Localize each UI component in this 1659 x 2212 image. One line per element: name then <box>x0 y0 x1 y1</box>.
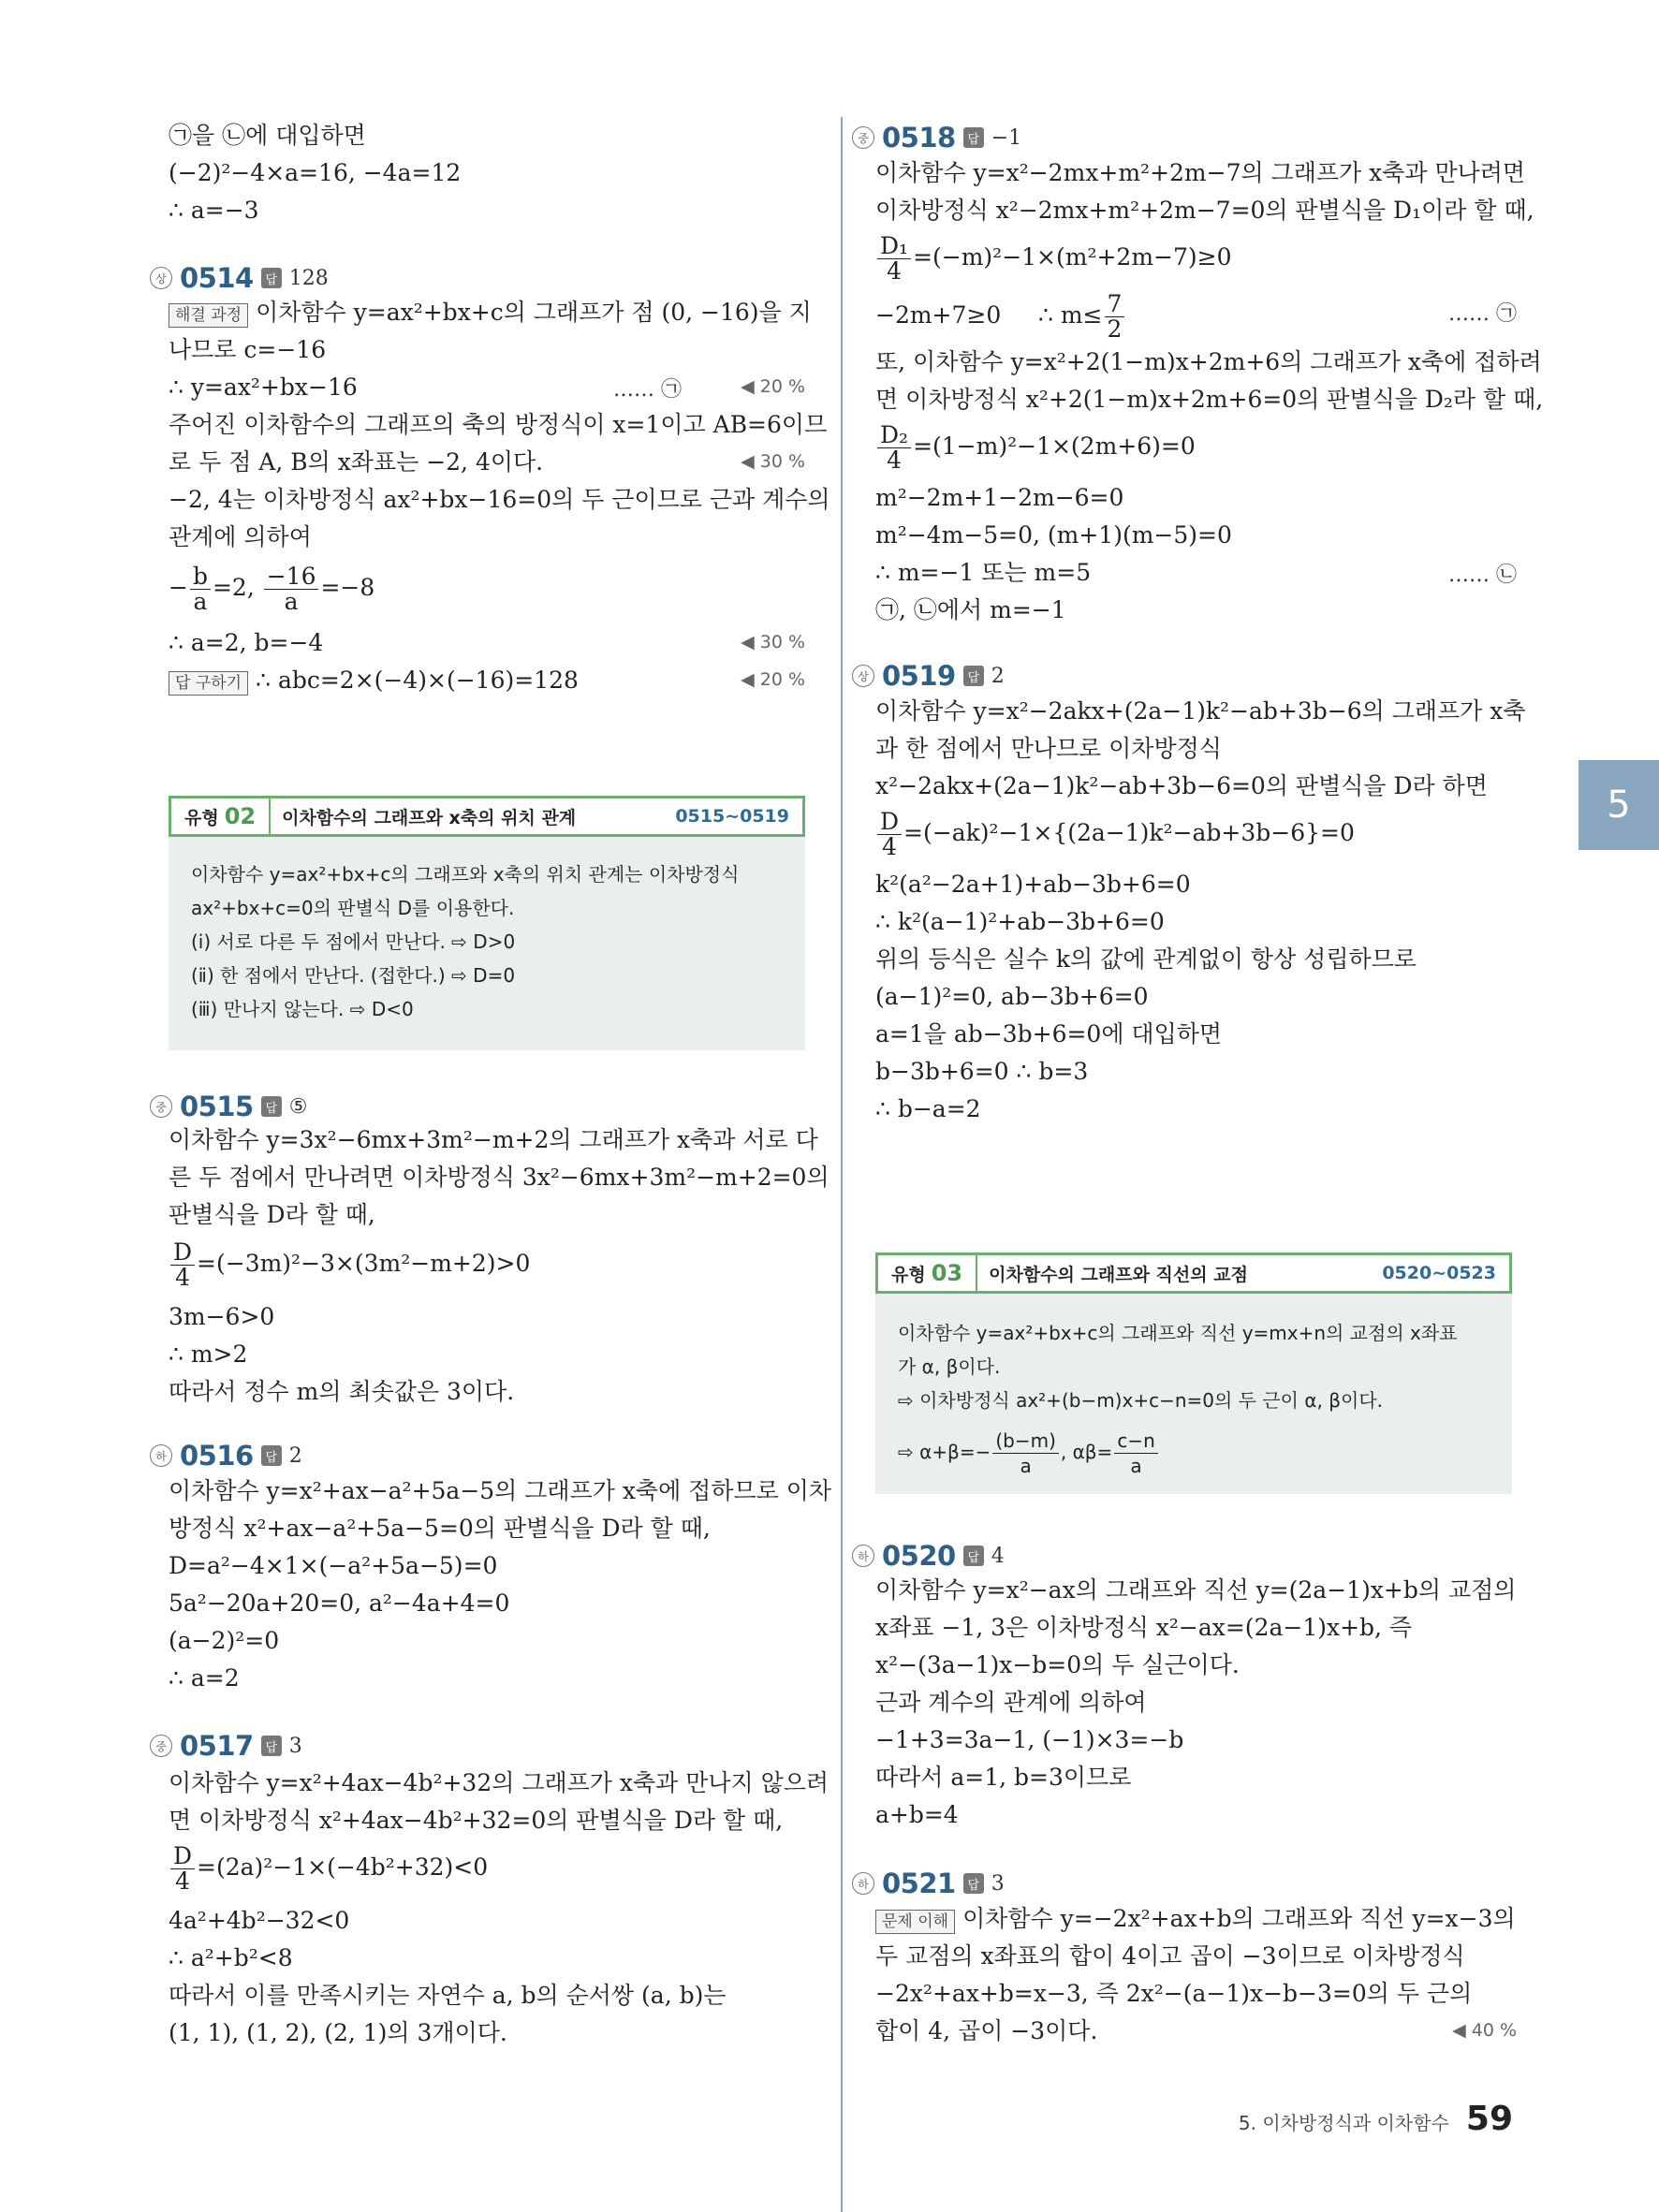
difficulty-badge: 하 <box>852 1545 874 1567</box>
difficulty-badge: 중 <box>150 1095 172 1118</box>
difficulty-badge: 중 <box>150 1735 172 1757</box>
fraction-line: $\frac{\text{D₁}}{4}$ =(−m)²−1×(m²+2m−7)≥0 <box>875 234 1232 284</box>
answer-icon: 답 <box>261 1096 282 1117</box>
problem-header-0517 <box>150 1730 302 1762</box>
answer-value: ⑤ <box>288 1094 308 1119</box>
solution-line: b−3b+6=0 ∴ b=3 <box>875 1058 1089 1085</box>
solution-line: 이차함수 y=3x²−6mx+3m²−m+2의 그래프가 x축과 서로 다 <box>169 1126 818 1153</box>
score-percent: ◀ 20 % <box>741 376 805 397</box>
answer-value: 3 <box>288 1734 302 1758</box>
solution-line: a+b=4 <box>875 1801 959 1828</box>
solution-line: 이차함수 y=x²−2mx+m²+2m−7의 그래프가 x축과 만나려면 <box>875 159 1526 186</box>
solution-line: 따라서 정수 m의 최솟값은 3이다. <box>169 1378 515 1405</box>
answer-value: −1 <box>991 125 1022 150</box>
box-line: ax²+bx+c=0의 판별식 D를 이용한다. <box>191 897 515 919</box>
solution-line: 로 두 점 A, B의 x좌표는 −2, 4이다. <box>169 448 544 476</box>
fraction-line: $\frac{\text{D₂}}{4}$ =(1−m)²−1×(2m+6)=0 <box>875 423 1196 473</box>
type-box-03 <box>875 1252 1512 1494</box>
answer-step-tag: 답 구하기 <box>169 671 248 696</box>
difficulty-badge: 중 <box>852 126 874 149</box>
solution-line: ∴ a=2 <box>169 1664 240 1692</box>
solution-line: 면 이차방정식 x²+4ax−4b²+32=0의 판별식을 D라 할 때, <box>169 1807 784 1834</box>
page-number: 59 <box>1465 2100 1513 2138</box>
equation-mark: …… ㉠ <box>613 378 682 402</box>
problem-header-0514 <box>150 262 329 294</box>
solution-line: ∴ k²(a−1)²+ab−3b+6=0 <box>875 908 1165 935</box>
solution-line: (a−1)²=0, ab−3b+6=0 <box>875 983 1149 1010</box>
intro-line: (−2)²−4×a=16, −4a=12 <box>169 159 462 186</box>
column-divider <box>841 117 843 2212</box>
box-line: (ⅱ) 한 점에서 만난다. (접한다.) ⇨ D=0 <box>191 964 516 987</box>
answer-icon: 답 <box>261 1736 282 1756</box>
type-title: 이차함수의 그래프와 x축의 위치 관계 <box>282 807 577 828</box>
score-percent: ◀ 30 % <box>741 451 805 472</box>
problem-header-0519 <box>852 660 1005 692</box>
solution-line: m²−4m−5=0, (m+1)(m−5)=0 <box>875 521 1232 549</box>
problem-number: 0516 <box>180 1440 254 1472</box>
solution-line: 나므로 c=−16 <box>169 336 327 363</box>
answer-value: 2 <box>288 1443 302 1468</box>
solution-line: −2x²+ax+b=x−3, 즉 2x²−(a−1)x−b−3=0의 두 근의 <box>875 1980 1473 2007</box>
solution-line: −1+3=3a−1, (−1)×3=−b <box>875 1726 1184 1753</box>
solution-line: 위의 등식은 실수 k의 값에 관계없이 항상 성립하므로 <box>875 945 1417 973</box>
equation-mark: …… ㉠ <box>1448 302 1517 326</box>
solution-line: ∴ a²+b²<8 <box>169 1944 293 1971</box>
solution-line: 면 이차방정식 x²+2(1−m)x+2m+6=0의 판별식을 D₂라 할 때, <box>875 386 1544 413</box>
chapter-title: 5. 이차방정식과 이차함수 <box>1238 2112 1449 2134</box>
problem-number: 0520 <box>882 1540 956 1572</box>
problem-header-0521 <box>852 1868 1005 1899</box>
box-line: 가 α, β이다. <box>898 1355 1001 1378</box>
type-box-header: 유형 02 이차함수의 그래프와 x축의 위치 관계 0515~0519 <box>169 796 805 837</box>
answer-value: 128 <box>288 266 329 290</box>
answer-icon: 답 <box>261 1445 282 1466</box>
solution-line: 른 두 점에서 만나려면 이차방정식 3x²−6mx+3m²−m+2=0의 <box>169 1164 830 1191</box>
solution-line: 주어진 이차함수의 그래프의 축의 방정식이 x=1이고 AB=6이므 <box>169 411 828 438</box>
problem-number: 0515 <box>180 1091 254 1122</box>
box-line: 이차함수 y=ax²+bx+c의 그래프와 직선 y=mx+n의 교점의 x좌표 <box>898 1322 1458 1344</box>
solve-step-tag: 해결 과정 <box>169 303 248 328</box>
solution-line: 5a²−20a+20=0, a²−4a+4=0 <box>169 1589 510 1617</box>
box-fraction-line: ⇨ α+β=− $\frac{(b-m)}{a}$ , αβ= $\frac{c-n}{a}$ <box>898 1427 1160 1478</box>
solution-line: −2, 4는 이차방정식 ax²+bx−16=0의 두 근이므로 근과 계수의 <box>169 486 830 513</box>
solution-line: 답 구하기 ∴ abc=2×(−4)×(−16)=128 <box>169 665 579 696</box>
problem-number: 0518 <box>882 122 956 154</box>
answer-icon: 답 <box>963 1873 984 1894</box>
solution-line: 방정식 x²+ax−a²+5a−5=0의 판별식을 D라 할 때, <box>169 1515 711 1542</box>
solution-line: 판별식을 D라 할 때, <box>169 1201 375 1228</box>
solution-line: (a−2)²=0 <box>169 1627 280 1654</box>
difficulty-badge: 상 <box>852 665 874 687</box>
solution-line: ∴ m=−1 또는 m=5 <box>875 559 1092 586</box>
type-range: 0515~0519 <box>675 806 789 827</box>
solution-line: 이차함수 y=x²−ax의 그래프와 직선 y=(2a−1)x+b의 교점의 <box>875 1576 1517 1604</box>
box-line: 이차함수 y=ax²+bx+c의 그래프와 x축의 위치 관계는 이차방정식 <box>191 863 740 886</box>
solution-line: D=a²−4×1×(−a²+5a−5)=0 <box>169 1552 498 1579</box>
problem-number: 0519 <box>882 660 956 692</box>
solution-line: ∴ b−a=2 <box>875 1095 981 1122</box>
understand-step-tag: 문제 이해 <box>875 1910 955 1934</box>
problem-number: 0521 <box>882 1868 956 1899</box>
answer-icon: 답 <box>963 666 984 686</box>
solution-line: m²−2m+1−2m−6=0 <box>875 484 1124 511</box>
solution-line: ∴ a=2, b=−4 <box>169 629 324 656</box>
solution-line: 두 교점의 x좌표의 합이 4이고 곱이 −3이므로 이차방정식 <box>875 1942 1465 1970</box>
solution-line: 따라서 이를 만족시키는 자연수 a, b의 순서쌍 (a, b)는 <box>169 1982 727 2009</box>
intro-line: ㉠을 ㉡에 대입하면 <box>169 122 366 149</box>
solution-line: 합이 4, 곱이 −3이다. <box>875 2017 1098 2044</box>
answer-icon: 답 <box>963 1545 984 1566</box>
type-range: 0520~0523 <box>1382 1263 1496 1283</box>
answer-value: 3 <box>991 1871 1005 1896</box>
difficulty-badge: 상 <box>150 267 172 289</box>
solution-line: 또, 이차함수 y=x²+2(1−m)x+2m+6의 그래프가 x축에 접하려 <box>875 348 1542 375</box>
fraction-line: − $\frac{b}{a}$ =2, $\frac{-16}{a}$ =−8 <box>169 563 375 615</box>
problem-header-0518 <box>852 122 1021 154</box>
box-line: ⇨ 이차방정식 ax²+(b−m)x+c−n=0의 두 근이 α, β이다. <box>898 1389 1383 1412</box>
solution-line: 이차함수 y=x²+ax−a²+5a−5의 그래프가 x축에 접하므로 이차 <box>169 1477 832 1504</box>
fraction-line: $\frac{D}{4}$ =(−ak)²−1×{(2a−1)k²−ab+3b−6}=0 <box>875 810 1355 859</box>
solution-line: 4a²+4b²−32<0 <box>169 1907 350 1934</box>
solution-line: 이차방정식 x²−2mx+m²+2m−7=0의 판별식을 D₁이라 할 때, <box>875 197 1534 224</box>
solution-line: a=1을 ab−3b+6=0에 대입하면 <box>875 1020 1223 1047</box>
intro-line: ∴ a=−3 <box>169 197 259 224</box>
solution-line: 해결 과정 이차함수 y=ax²+bx+c의 그래프가 점 (0, −16)을 지 <box>169 297 812 329</box>
solution-line: 과 한 점에서 만나므로 이차방정식 <box>875 735 1222 762</box>
solution-line: k²(a²−2a+1)+ab−3b+6=0 <box>875 871 1191 898</box>
score-percent: ◀ 30 % <box>741 632 805 652</box>
fraction-line: $\frac{D}{4}$ =(2a)²−1×(−4b²+32)<0 <box>169 1844 488 1894</box>
type-title: 이차함수의 그래프와 직선의 교점 <box>989 1264 1248 1285</box>
answer-icon: 답 <box>261 268 282 288</box>
solution-line: x²−2akx+(2a−1)k²−ab+3b−6=0의 판별식을 D라 하면 <box>875 772 1488 799</box>
solution-line: ㉠, ㉡에서 m=−1 <box>875 596 1066 623</box>
solution-line: 이차함수 y=x²+4ax−4b²+32의 그래프가 x축과 만나지 않으려 <box>169 1769 830 1796</box>
difficulty-badge: 하 <box>852 1872 874 1895</box>
difficulty-badge: 하 <box>150 1444 172 1467</box>
answer-value: 2 <box>991 664 1005 688</box>
page-footer <box>1239 2100 1513 2138</box>
box-line: (ⅲ) 만나지 않는다. ⇨ D<0 <box>191 998 414 1020</box>
solution-line: x²−(3a−1)x−b=0의 두 실근이다. <box>875 1651 1240 1678</box>
solution-line: 3m−6>0 <box>169 1303 275 1330</box>
score-percent: ◀ 40 % <box>1452 2020 1517 2041</box>
problem-header-0520 <box>852 1540 1005 1572</box>
type-box-header: 유형 03 이차함수의 그래프와 직선의 교점 0520~0523 <box>875 1252 1512 1294</box>
solution-line: −2m+7≥0 ∴ m≤ $\frac{7}{2}$ <box>875 292 1126 342</box>
solution-line: 문제 이해 이차함수 y=−2x²+ax+b의 그래프와 직선 y=x−3의 <box>875 1903 1516 1935</box>
problem-number: 0517 <box>180 1730 254 1762</box>
solution-line: 이차함수 y=x²−2akx+(2a−1)k²−ab+3b−6의 그래프가 x축 <box>875 697 1526 725</box>
answer-icon: 답 <box>963 127 984 148</box>
problem-number: 0514 <box>180 262 254 294</box>
answer-value: 4 <box>991 1544 1005 1568</box>
solution-line: ∴ m>2 <box>169 1340 248 1368</box>
solution-line: 따라서 a=1, b=3이므로 <box>875 1764 1132 1791</box>
solution-line: (1, 1), (1, 2), (2, 1)의 3개이다. <box>169 2019 507 2046</box>
solution-line: ∴ y=ax²+bx−16 <box>169 374 358 401</box>
problem-header-0515 <box>150 1091 307 1122</box>
box-line: (ⅰ) 서로 다른 두 점에서 만난다. ⇨ D>0 <box>191 930 516 953</box>
type-box-02 <box>169 796 805 1050</box>
score-percent: ◀ 20 % <box>741 669 805 690</box>
problem-header-0516 <box>150 1440 302 1472</box>
equation-mark: …… ㉡ <box>1448 564 1517 587</box>
solution-line: x좌표 −1, 3은 이차방정식 x²−ax=(2a−1)x+b, 즉 <box>875 1614 1413 1641</box>
solution-line: 관계에 의하여 <box>169 523 312 550</box>
solution-line: 근과 계수의 관계에 의하여 <box>875 1689 1147 1716</box>
chapter-side-tab: 5 <box>1578 760 1659 850</box>
fraction-line: $\frac{D}{4}$ =(−3m)²−3×(3m²−m+2)>0 <box>169 1240 530 1290</box>
